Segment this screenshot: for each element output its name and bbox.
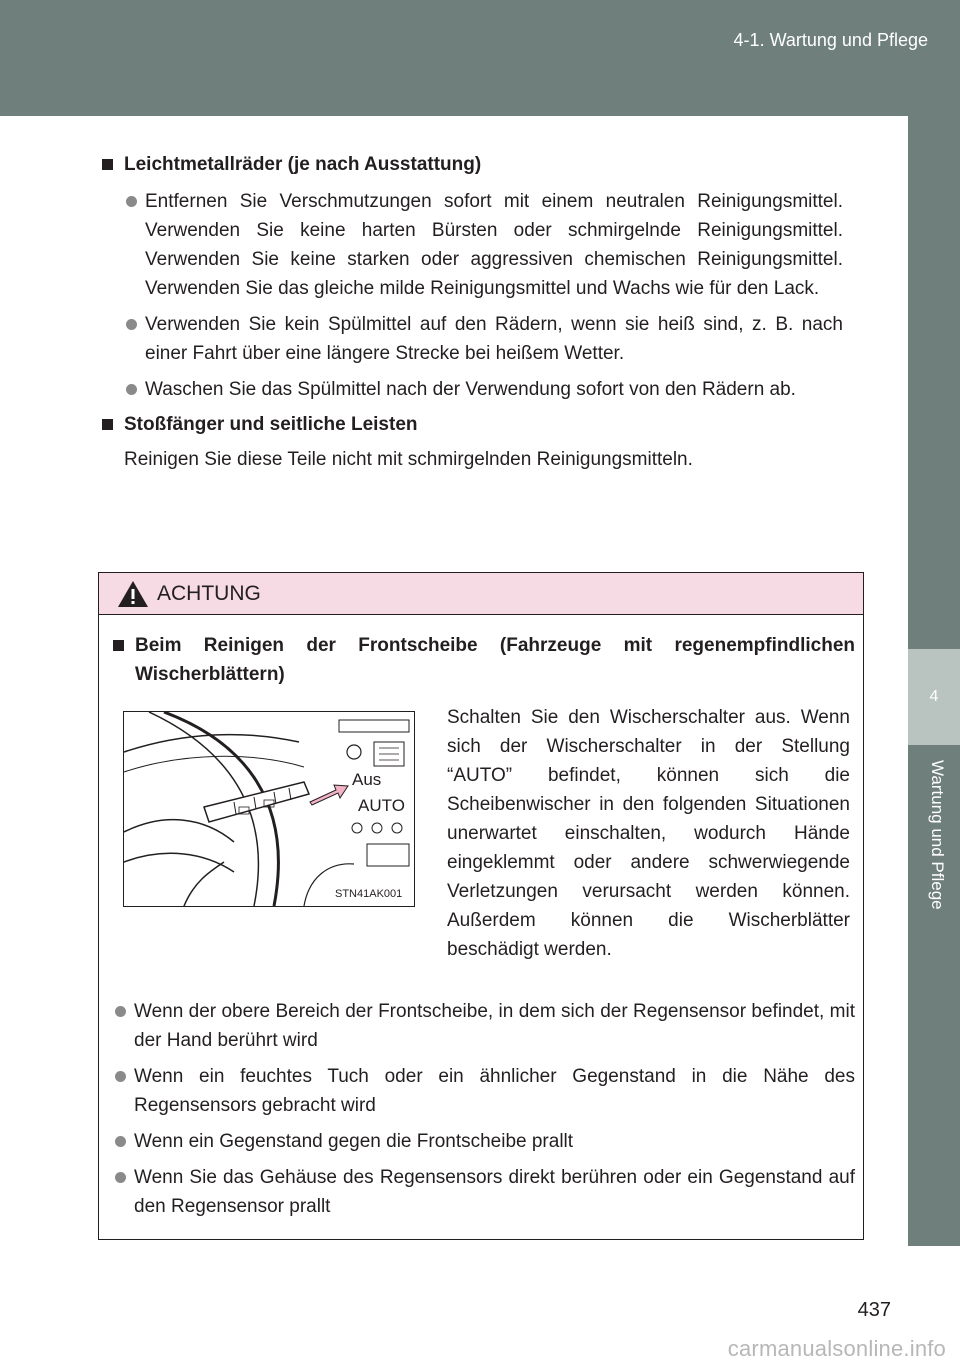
label-auto: AUTO bbox=[358, 796, 405, 815]
wiper-switch-diagram bbox=[123, 711, 415, 907]
heading-text: Leichtmetallräder (je nach Ausstattung) bbox=[124, 154, 482, 175]
warning-list bbox=[109, 997, 855, 1221]
list-item bbox=[113, 1163, 855, 1221]
header-bar bbox=[0, 0, 960, 116]
warning-heading-text: Beim Reinigen der Frontscheibe (Fahrzeuge mit regenempfindlichen Wischerblättern) bbox=[135, 635, 855, 685]
bullet-dot-icon bbox=[115, 1136, 126, 1147]
square-bullet-icon bbox=[113, 640, 124, 651]
diagram-description: Schalten Sie den Wischerschalter aus. Wenn sich der Wischerschalter in der Stellung “AUTO” befindet, können sich die Scheibenwischer in den folgenden Situationen unerwartet einschalten, wodurch Hände eingeklemmt oder andere schwerwiegende Verletzungen verursacht werden können. Außerdem können die Wischerblätter beschädigt werden. bbox=[447, 707, 850, 960]
square-bullet-icon bbox=[102, 159, 113, 170]
section-heading bbox=[98, 150, 843, 179]
list-item bbox=[124, 187, 843, 303]
watermark: carmanualsonline.info bbox=[727, 1336, 946, 1361]
warning-box bbox=[98, 572, 864, 1240]
page-number: 437 bbox=[857, 1299, 891, 1321]
bullet-dot-icon bbox=[115, 1172, 126, 1183]
list-item-text: Wenn ein Gegenstand gegen die Frontscheibe prallt bbox=[134, 1131, 574, 1152]
list-item-text: Wenn Sie das Gehäuse des Regensensors direkt berühren oder ein Gegenstand auf den Regensensor prallt bbox=[134, 1167, 855, 1217]
list-item-text: Waschen Sie das Spülmittel nach der Verwendung sofort von den Rädern ab. bbox=[145, 379, 796, 400]
warning-heading bbox=[109, 631, 855, 689]
square-bullet-icon bbox=[102, 419, 113, 430]
paragraph: Reinigen Sie diese Teile nicht mit schmirgelnden Reinigungsmitteln. bbox=[124, 449, 693, 470]
warning-body bbox=[109, 631, 855, 689]
list-item bbox=[113, 1127, 855, 1156]
list-item bbox=[113, 1062, 855, 1120]
section-title: 4-1. Wartung und Pflege bbox=[733, 30, 928, 50]
warning-triangle-icon bbox=[117, 580, 149, 608]
warning-title: ACHTUNG bbox=[157, 581, 261, 605]
side-tab-number: 4 bbox=[908, 649, 960, 745]
list-item-text: Verwenden Sie kein Spülmittel auf den Rädern, wenn sie heiß sind, z. B. nach einer Fahrt über eine längere Strecke bei heißem Wetter. bbox=[145, 314, 843, 364]
figure-code: STN41AK001 bbox=[335, 888, 403, 900]
list-item bbox=[113, 997, 855, 1055]
bullet-dot-icon bbox=[126, 319, 137, 330]
warning-header bbox=[99, 573, 863, 615]
list-item-text: Wenn der obere Bereich der Frontscheibe, in dem sich der Regensensor befindet, mit der Hand berührt wird bbox=[134, 1001, 855, 1051]
bullet-dot-icon bbox=[115, 1006, 126, 1017]
bullet-dot-icon bbox=[115, 1071, 126, 1082]
list-item bbox=[124, 310, 843, 368]
main-content bbox=[98, 150, 843, 474]
section-heading bbox=[98, 410, 843, 439]
label-aus: Aus bbox=[352, 770, 382, 789]
bullet-dot-icon bbox=[126, 384, 137, 395]
side-tab-label: Wartung und Pflege bbox=[928, 760, 947, 910]
heading-text: Stoßfänger und seitliche Leisten bbox=[124, 414, 418, 435]
list-item bbox=[124, 375, 843, 404]
list-item-text: Entfernen Sie Verschmutzungen sofort mit einem neutralen Reinigungsmittel. Verwenden Sie keine harten Bürsten oder schmirgelnde Reinigungsmittel. Verwenden Sie keine starken oder aggressiven chemischen Reinigungsmittel. Verwenden Sie das gleiche milde Reinigungsmittel und Wachs wie für den Lack. bbox=[145, 191, 843, 299]
list-item-text: Wenn ein feuchtes Tuch oder ein ähnlicher Gegenstand in die Nähe des Regensensors gebracht wird bbox=[134, 1066, 855, 1116]
bullet-dot-icon bbox=[126, 196, 137, 207]
